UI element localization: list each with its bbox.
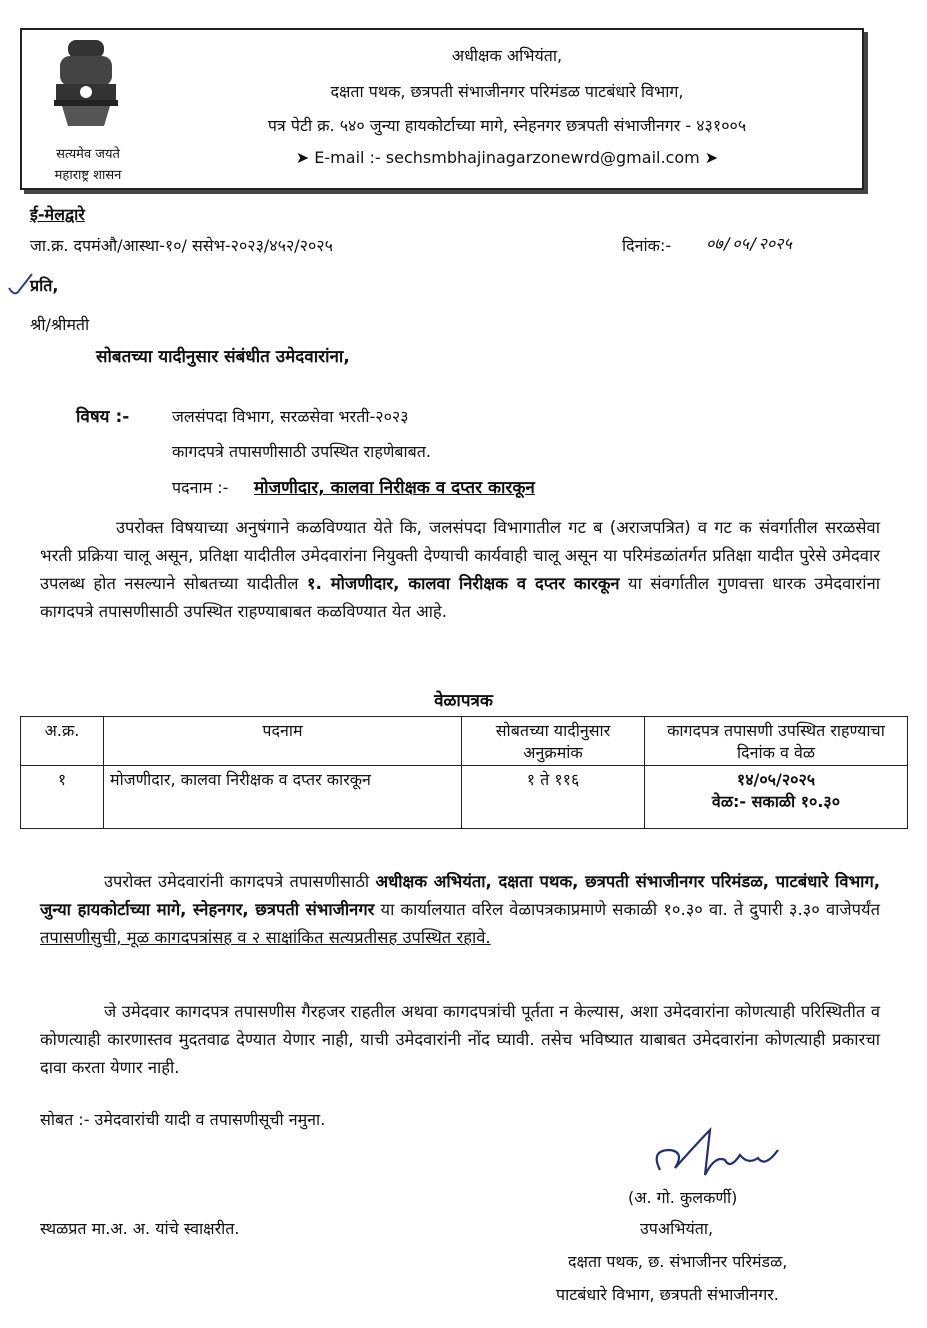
header-sr: अ.क्र. [21,717,104,766]
para2-address: अधीक्षक अभियंता, दक्षता पथक, छत्रपती संभाजीनगर परिमंडळ, पाटबंधारे विभाग, जुन्या हायकोर्टाच्या मागे, स्नेहनगर, छत्रपती संभाजीनगर [40,872,880,919]
signatory-office: पाटबंधारे विभाग, छत्रपती संभाजीनगर. [556,1285,779,1304]
post-label: पदनाम :- [172,478,229,497]
cell-sr: १ [21,766,104,829]
schedule-table [20,716,908,829]
header-range: सोबतच्या यादीनुसार अनुक्रमांक [462,717,645,766]
paragraph-3: जे उमेदवार कागदपत्र तपासणीस गैरहजर राहतील अथवा कागदपत्रांची पूर्तता न केल्यास, अशा उमेदवारांना कोणत्याही परिस्थितीत व कोणत्याही कारणास्तव मुदतवाढ देण्यात येणार नाही, याची उमेदवारांनी नोंद घ्यावी. तसेच भविष्यात याबाबत उमेदवारांना कोणत्याही प्रकारचा दावा करता येणार नाही. [40,1002,880,1077]
signatory-name: (अ. गो. कुलकर्णी) [628,1188,738,1207]
recipient-line: सोबतच्या यादीनुसार संबंधीत उमेदवारांना, [96,347,350,367]
header-post: पदनाम [104,717,462,766]
via-email-label: ई-मेलद्वारे [30,205,85,224]
emblem-state: महाराष्ट्र शासन [54,168,122,183]
enclosure-note: सोबत :- उमेदवारांची यादी व तपासणीसूची नमुना. [40,1110,326,1129]
post-value: मोजणीदार, कालवा निरीक्षक व दप्तर कारकून [254,478,535,498]
office-copy-note: स्थळप्रत मा.अ. अ. यांचे स्वाक्षरीत. [40,1219,240,1238]
office-title: अधीक्षक अभियंता, [451,46,563,65]
cell-date: १४/०५/२०२५ [736,770,816,789]
signatory-unit: दक्षता पथक, छ. संभाजीनर परिमंडळ, [568,1252,788,1271]
signature-scribble-icon [640,1120,790,1190]
para2-instructions: तपासणीसुची, मूळ कागदपत्रांसह व २ साक्षांकित सत्यप्रतीसह उपस्थित रहावे. [40,928,491,947]
date-value: ०७/०५/२०२५ [706,234,792,253]
cell-time: वेळ:- सकाळी १०.३० [711,792,841,811]
paragraph-1: उपरोक्त विषयाच्या अनुषंगाने कळविण्यात येते कि, जलसंपदा विभागातील गट ब (अराजपत्रित) व गट क संवर्गातील सरळसेवा भरती प्रक्रिया चालू असून, प्रतिक्षा यादीतील उमेदवारांना नियुक्ती देण्याची कार्यवाही चालू असून या परिमंडळांतर्गत प्रतिक्षा यादीत पुरेसे उमेदवार उपलब्ध होत नसल्याने सोबतच्या यादीतील १. मोजणीदार, कालवा निरीक्षक व दप्तर कारकून या संवर्गातील गुणवत्ता धारक उमेदवारांना कागदपत्रे तपासणीसाठी उपस्थित राहण्याबाबत कळविण्यात येत आहे. [40,518,881,621]
cell-range: १ ते ११६ [462,766,645,829]
signatory-designation: उपअभियंता, [640,1219,714,1238]
header-date: कागदपत्र तपासणी उपस्थित राहण्याचा दिनांक व वेळ [645,717,908,766]
subject-label: विषय :- [76,407,130,427]
subject-line-1: जलसंपदा विभाग, सरळसेवा भरती-२०२३ [172,407,409,426]
date-label: दिनांक:- [622,236,672,255]
cell-date-time [645,766,908,829]
table-row [21,766,908,829]
office-unit: दक्षता पथक, छत्रपती संभाजीनगर परिमंडळ पाटबंधारे विभाग, [330,82,684,101]
office-email[interactable]: ➤ E-mail :- sechsmbhajinagarzonewrd@gmail.com ➤ [295,148,719,167]
schedule-title: वेळापत्रक [434,691,493,711]
state-emblem-icon [42,36,130,146]
emblem-motto: सत्यमेव जयते [56,147,120,162]
salutation: श्री/श्रीमती [30,315,90,334]
office-address: पत्र पेटी क्र. ५४० जुन्या हायकोर्टाच्या मागे, स्नेहनगर छत्रपती संभाजीनगर - ४३१००५ [267,116,747,135]
cell-post: मोजणीदार, कालवा निरीक्षक व दप्तर कारकून [104,766,462,829]
paragraph-2: उपरोक्त उमेदवारांनी कागदपत्रे तपासणीसाठी अधीक्षक अभियंता, दक्षता पथक, छत्रपती संभाजीनगर परिमंडळ, पाटबंधारे विभाग, जुन्या हायकोर्टाच्या मागे, स्नेहनगर, छत्रपती संभाजीनगर या कार्यालयात वरिल वेळापत्रकाप्रमाणे सकाळी १०.३० वा. ते दुपारी ३.३० वाजेपर्यंत तपासणीसुची, मूळ कागदपत्रांसह व २ साक्षांकित सत्यप्रतीसह उपस्थित रहावे. [40,872,880,947]
table-header-row [21,717,908,766]
reference-number: जा.क्र. दपमंऔ/आस्था-१०/ ससेभ-२०२३/४५२/२०२५ [30,236,333,255]
prati-label: प्रति, [30,276,59,295]
para1-highlight: १. मोजणीदार, कालवा निरीक्षक व दप्तर कारकून [306,574,620,593]
subject-line-2: कागदपत्रे तपासणीसाठी उपस्थित राहणेबाबत. [172,442,432,461]
letterhead-box [20,28,864,190]
